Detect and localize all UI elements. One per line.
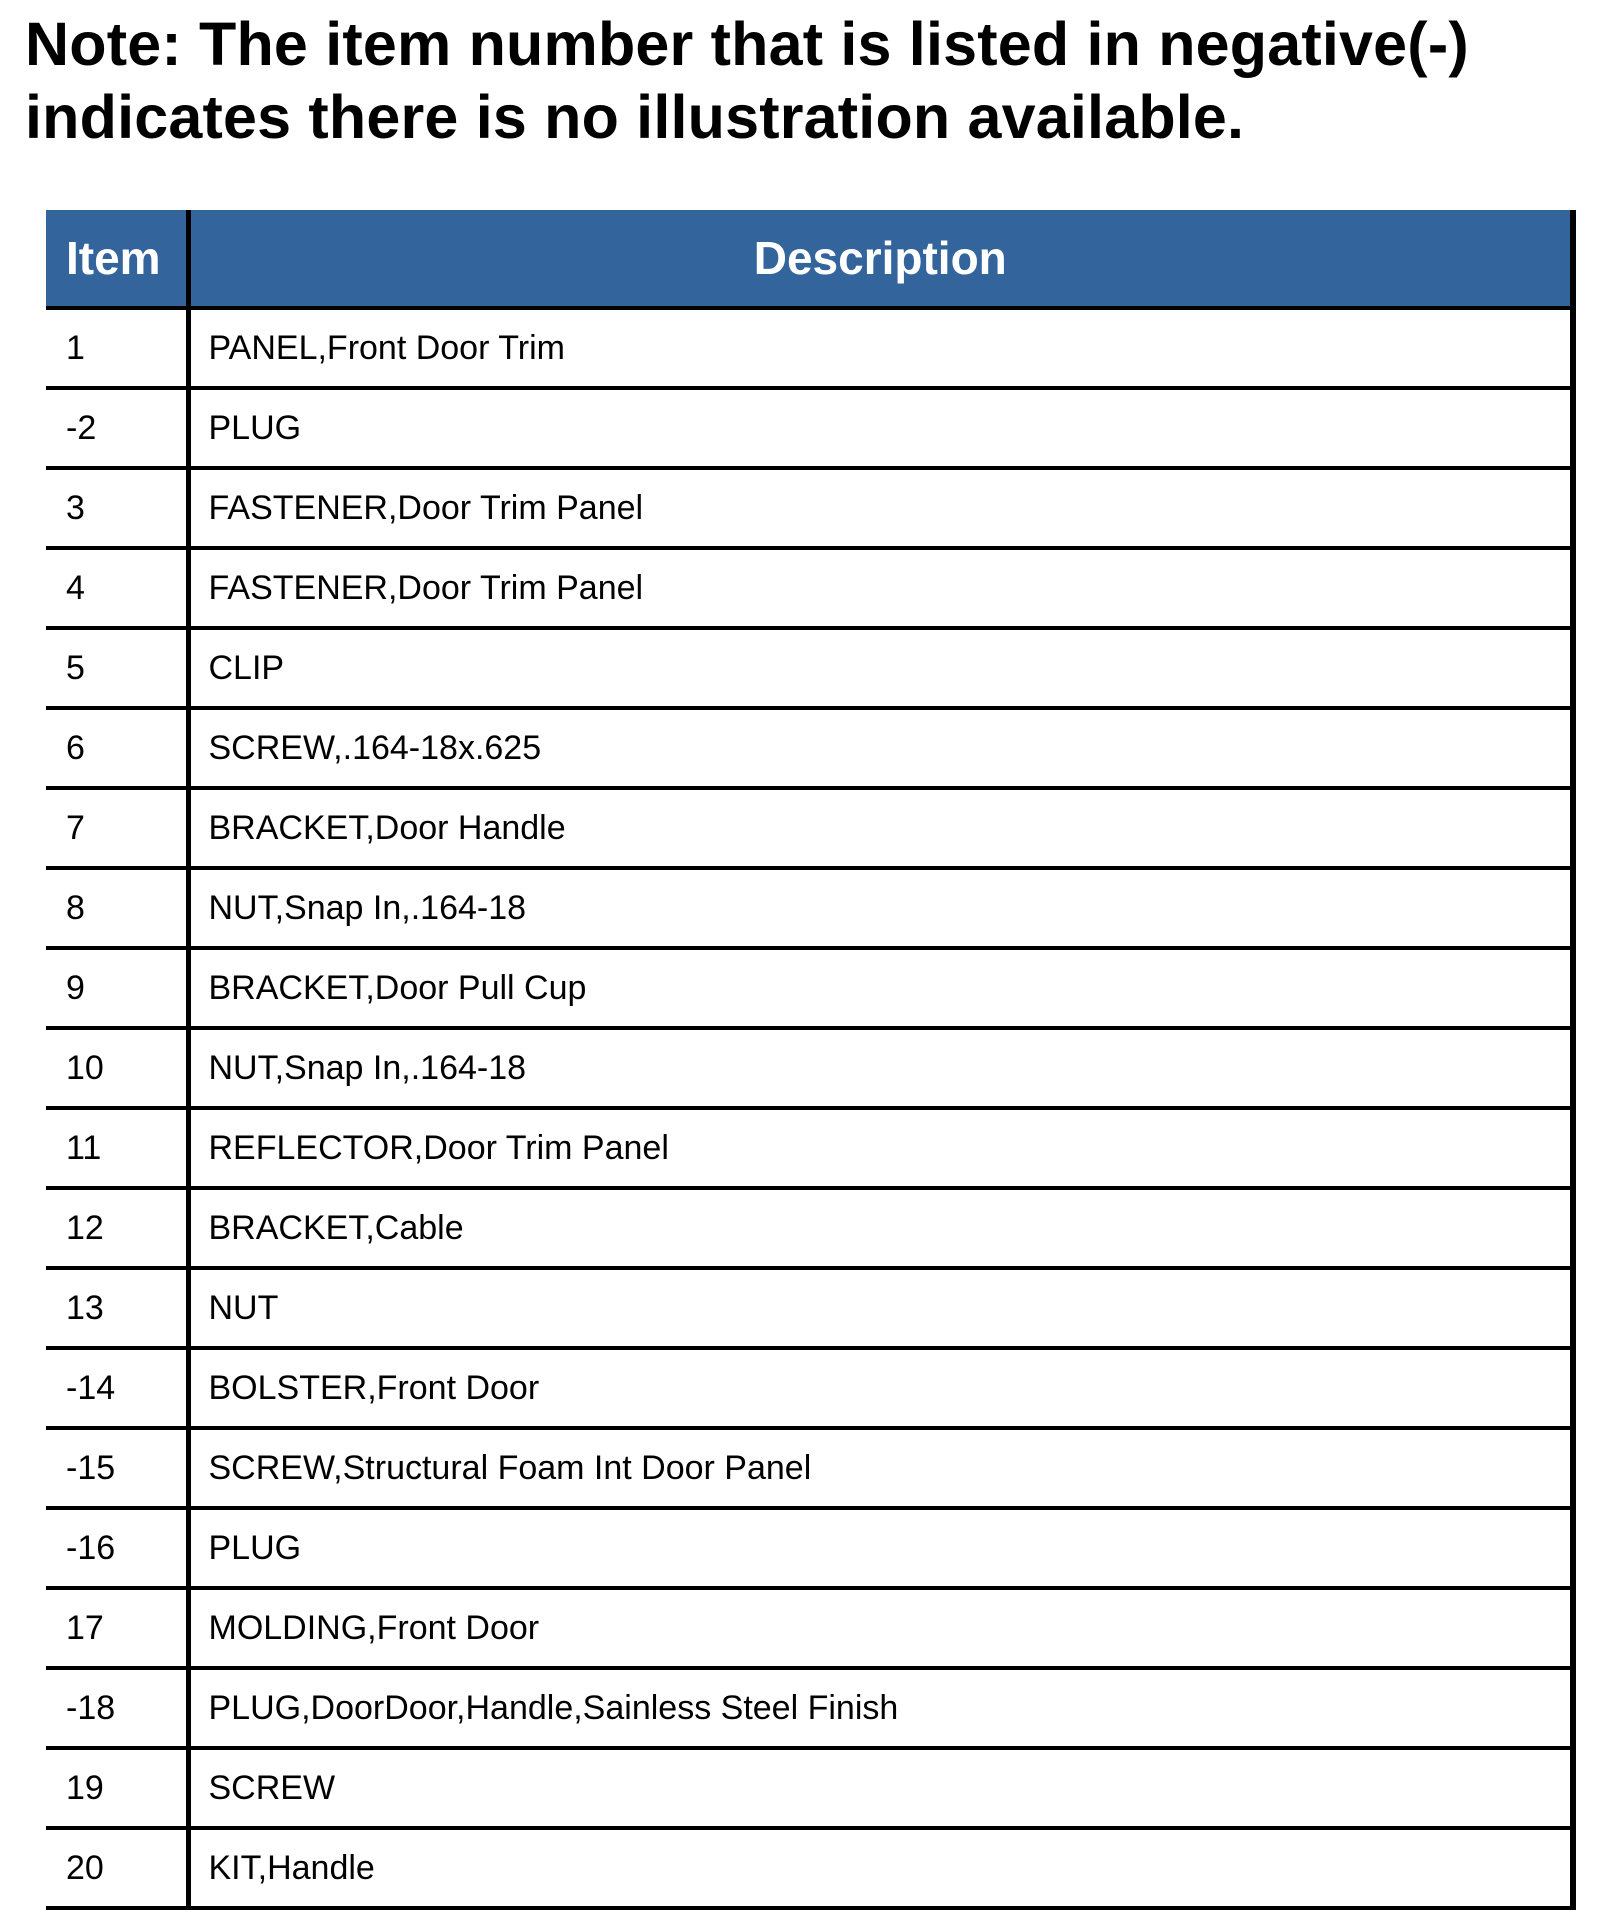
- description-cell: NUT,Snap In,.164-18: [188, 1028, 1573, 1108]
- description-cell: PANEL,Front Door Trim: [188, 308, 1573, 388]
- item-number-cell: -14: [46, 1348, 188, 1428]
- table-row: [46, 1748, 1573, 1828]
- item-number-cell: 3: [46, 468, 188, 548]
- item-number-cell: -16: [46, 1508, 188, 1588]
- description-cell: PLUG,DoorDoor,Handle,Sainless Steel Finish: [188, 1668, 1573, 1748]
- table-row: [46, 308, 1573, 388]
- table-row: [46, 1668, 1573, 1748]
- description-cell: FASTENER,Door Trim Panel: [188, 548, 1573, 628]
- item-number-cell: -18: [46, 1668, 188, 1748]
- table-row: [46, 1108, 1573, 1188]
- description-cell: PLUG: [188, 1508, 1573, 1588]
- description-cell: NUT: [188, 1268, 1573, 1348]
- description-cell: BRACKET,Cable: [188, 1188, 1573, 1268]
- description-cell: REFLECTOR,Door Trim Panel: [188, 1108, 1573, 1188]
- table-row: [46, 868, 1573, 948]
- item-number-cell: 19: [46, 1748, 188, 1828]
- description-cell: SCREW,.164-18x.625: [188, 708, 1573, 788]
- table-row: [46, 1508, 1573, 1588]
- description-cell: BRACKET,Door Handle: [188, 788, 1573, 868]
- item-number-cell: 7: [46, 788, 188, 868]
- item-number-cell: 4: [46, 548, 188, 628]
- description-cell: SCREW: [188, 1748, 1573, 1828]
- description-cell: NUT,Snap In,.164-18: [188, 868, 1573, 948]
- table-row: [46, 1268, 1573, 1348]
- table-row: [46, 1588, 1573, 1668]
- page-note: Note: The item number that is listed in negative(-) indicates there is no illustration available.: [25, 10, 1469, 151]
- table-row: [46, 628, 1573, 708]
- description-cell: BRACKET,Door Pull Cup: [188, 948, 1573, 1028]
- table-header-row: [46, 210, 1573, 308]
- description-cell: SCREW,Structural Foam Int Door Panel: [188, 1428, 1573, 1508]
- parts-table: [46, 210, 1576, 1910]
- item-number-cell: 12: [46, 1188, 188, 1268]
- table-body: [46, 308, 1573, 1908]
- item-number-cell: -15: [46, 1428, 188, 1508]
- item-number-cell: 5: [46, 628, 188, 708]
- table-row: [46, 1348, 1573, 1428]
- item-number-cell: 8: [46, 868, 188, 948]
- table-row: [46, 388, 1573, 468]
- item-number-cell: 13: [46, 1268, 188, 1348]
- column-header-description: Description: [188, 210, 1573, 308]
- table-row: [46, 1428, 1573, 1508]
- table-row: [46, 1188, 1573, 1268]
- item-number-cell: -2: [46, 388, 188, 468]
- description-cell: PLUG: [188, 388, 1573, 468]
- description-cell: BOLSTER,Front Door: [188, 1348, 1573, 1428]
- item-number-cell: 20: [46, 1828, 188, 1908]
- table-row: [46, 468, 1573, 548]
- column-header-item: Item: [46, 210, 188, 308]
- item-number-cell: 10: [46, 1028, 188, 1108]
- item-number-cell: 17: [46, 1588, 188, 1668]
- description-cell: MOLDING,Front Door: [188, 1588, 1573, 1668]
- item-number-cell: 6: [46, 708, 188, 788]
- item-number-cell: 9: [46, 948, 188, 1028]
- description-cell: KIT,Handle: [188, 1828, 1573, 1908]
- table-row: [46, 708, 1573, 788]
- description-cell: CLIP: [188, 628, 1573, 708]
- item-number-cell: 1: [46, 308, 188, 388]
- table-row: [46, 948, 1573, 1028]
- table-row: [46, 548, 1573, 628]
- item-number-cell: 11: [46, 1108, 188, 1188]
- table-row: [46, 1028, 1573, 1108]
- table-row: [46, 1828, 1573, 1908]
- description-cell: FASTENER,Door Trim Panel: [188, 468, 1573, 548]
- table-row: [46, 788, 1573, 868]
